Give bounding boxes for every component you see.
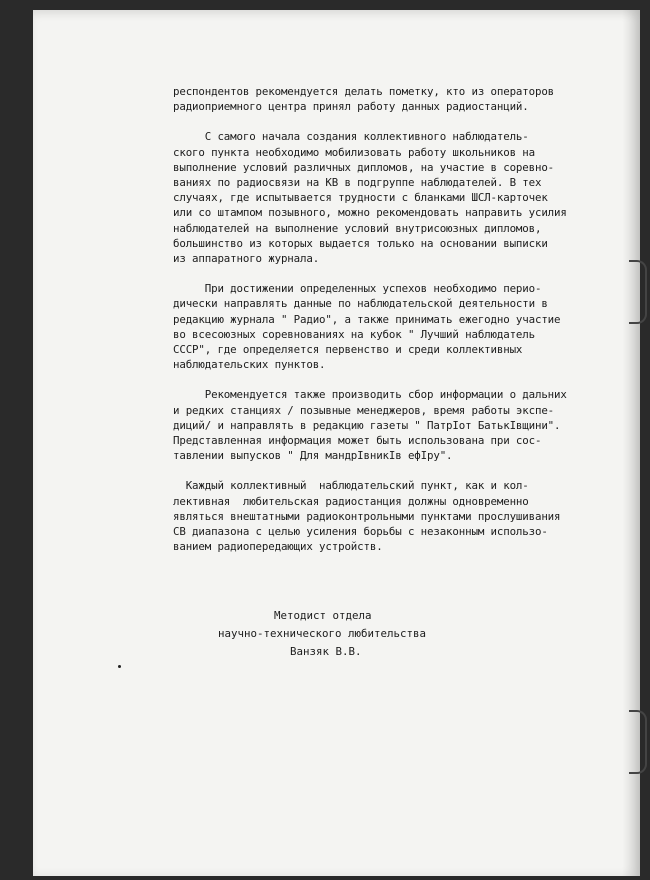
text-line: дически направлять данные по наблюдательской деятельности в — [173, 297, 548, 311]
text-line: С самого начала создания коллективного наблюдатель- — [173, 130, 529, 144]
paragraph — [173, 281, 613, 372]
text-line: или со штампом позывного, можно рекомендовать направить усилия — [173, 206, 567, 220]
text-line: ванием радиопередающих устройств. — [173, 540, 383, 554]
signature-name: Ванзяк В.В. — [290, 645, 362, 658]
text-line: ского пункта необходимо мобилизовать работу школьников на — [173, 145, 535, 159]
text-line: Рекомендуется также производить сбор информации о дальних — [173, 388, 567, 402]
ink-speck — [118, 665, 121, 668]
text-line: радиоприемного центра принял работу данных радиостанций. — [173, 100, 529, 114]
paragraph — [173, 84, 613, 114]
text-line: СССР", где определяется первенство и среди коллективных — [173, 343, 523, 357]
document-page — [33, 10, 640, 876]
text-line: лективная любительская радиостанция должны одновременно — [173, 494, 529, 508]
text-line: респондентов рекомендуется делать пометку, кто из операторов — [173, 85, 555, 98]
paragraph — [173, 387, 613, 463]
text-line: наблюдательских пунктов. — [173, 358, 326, 372]
text-line: тавлении выпусков " Для мандрIвникIв ефIру". — [173, 449, 453, 463]
text-line: При достижении определенных успехов необходимо перио- — [173, 282, 542, 296]
text-line: Каждый коллективный наблюдательский пункт, как и кол- — [173, 479, 529, 493]
text-line: во всесоюзных соревнованиях на кубок " Лучший наблюдатель — [173, 327, 535, 341]
signature-title: Методист отдела — [274, 609, 372, 622]
text-line: большинство из которых выдается только на основании выписки — [173, 236, 548, 250]
signature-block — [218, 607, 426, 661]
binding-clip-top — [629, 260, 647, 324]
body-text — [173, 84, 613, 569]
text-line: наблюдателей на выполнение условий внутрисоюзных дипломов, — [173, 221, 542, 235]
text-line: редакцию журнала " Радио", а также принимать ежегодно участие — [173, 312, 561, 326]
text-line: являться внештатными радиоконтрольными пунктами прослушивания — [173, 509, 561, 523]
text-line: случаях, где испытывается трудности с бланками ШСЛ-карточек — [173, 191, 548, 205]
text-line: Представленная информация может быть использована при сос- — [173, 434, 542, 448]
paragraph — [173, 478, 613, 554]
text-line: СВ диапазона с целью усиления борьбы с незаконным использо- — [173, 525, 548, 539]
text-line: и редких станциях / позывные менеджеров, время работы экспе- — [173, 403, 555, 417]
binding-clip-bottom — [629, 710, 647, 774]
signature-department: научно-технического любительства — [218, 627, 427, 640]
text-line: диций/ и направлять в редакцию газеты " ПатрIот БатькIвщини". — [173, 418, 561, 432]
text-line: ваниях по радиосвязи на КВ в подгруппе наблюдателей. В тех — [173, 176, 542, 190]
paragraph — [173, 129, 613, 266]
text-line: выполнение условий различных дипломов, на участие в соревно- — [173, 160, 555, 174]
text-line: из аппаратного журнала. — [173, 252, 320, 266]
